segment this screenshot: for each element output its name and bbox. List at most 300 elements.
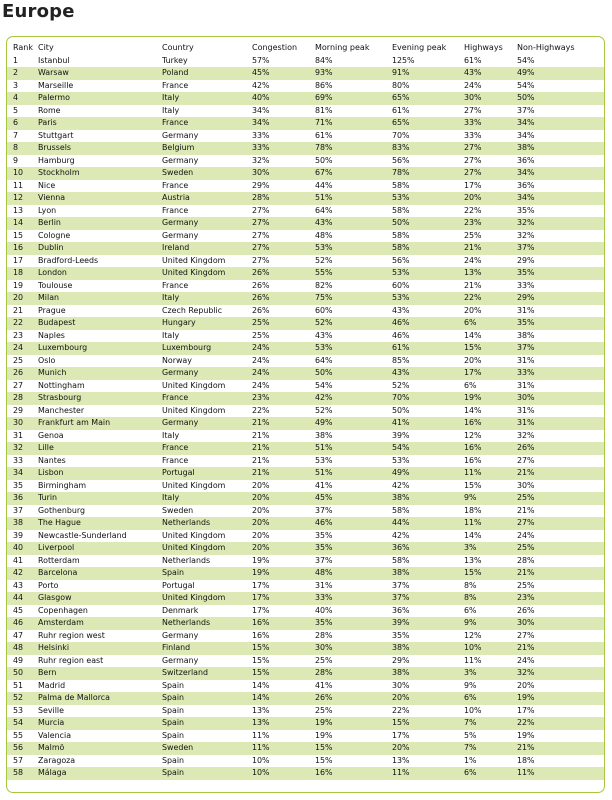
morning-peak-cell: 78% — [315, 142, 392, 155]
rank-cell: 34 — [7, 467, 38, 480]
city-cell: Palermo — [38, 92, 162, 105]
non-highways-cell: 27% — [517, 455, 535, 465]
country-cell: Finland — [162, 642, 252, 655]
non-highways-cell: 33% — [517, 367, 605, 380]
highways-cell: 21% — [464, 242, 517, 255]
morning-peak-cell: 25% — [315, 655, 333, 665]
non-highways-cell: 34% — [517, 192, 605, 205]
rank-cell: 54 — [7, 717, 38, 730]
city-cell: Gothenburg — [38, 505, 86, 515]
congestion-cell: 25% — [252, 317, 315, 330]
highways-cell: 3% — [464, 542, 517, 555]
congestion-cell: 26% — [252, 292, 315, 305]
rank-cell: 48 — [7, 642, 38, 655]
non-highways-cell: 19% — [517, 692, 605, 705]
morning-peak-cell: 60% — [315, 305, 333, 315]
congestion-cell: 34% — [252, 117, 315, 130]
evening-peak-cell: 52% — [392, 380, 410, 390]
morning-peak-cell: 26% — [315, 692, 392, 705]
page-title: Europe — [2, 1, 75, 22]
congestion-cell: 57% — [252, 55, 270, 65]
congestion-cell: 21% — [252, 467, 315, 480]
morning-peak-cell: 15% — [315, 742, 392, 755]
evening-peak-cell: 13% — [392, 755, 410, 765]
rank-cell: 24 — [7, 342, 38, 355]
congestion-cell: 24% — [252, 355, 270, 365]
city-cell: Paris — [38, 117, 162, 130]
non-highways-cell: 38% — [517, 142, 605, 155]
column-header-non-highways: Non-Highways — [517, 43, 575, 52]
country-cell: Switzerland — [162, 667, 252, 680]
congestion-cell: 34% — [252, 105, 270, 115]
morning-peak-cell: 35% — [315, 530, 333, 540]
evening-peak-cell: 38% — [392, 667, 464, 680]
congestion-cell: 20% — [252, 542, 315, 555]
rank-cell: 14 — [7, 217, 38, 230]
evening-peak-cell: 61% — [392, 342, 464, 355]
morning-peak-cell: 25% — [315, 705, 333, 715]
evening-peak-cell: 20% — [392, 692, 464, 705]
highways-cell: 20% — [464, 305, 482, 315]
congestion-cell: 21% — [252, 455, 270, 465]
rank-cell: 12 — [7, 192, 38, 205]
rank-cell: 45 — [13, 605, 24, 615]
congestion-cell: 15% — [252, 655, 270, 665]
highways-cell: 27% — [464, 142, 517, 155]
evening-peak-cell: 58% — [392, 242, 464, 255]
rank-cell: 37 — [13, 505, 24, 515]
table-row — [7, 130, 605, 143]
morning-peak-cell: 93% — [315, 67, 392, 80]
country-cell: Norway — [162, 355, 192, 365]
table-row — [7, 217, 605, 230]
evening-peak-cell: 58% — [392, 205, 410, 215]
congestion-cell: 29% — [252, 180, 270, 190]
non-highways-cell: 37% — [517, 105, 535, 115]
highways-cell: 13% — [464, 267, 517, 280]
morning-peak-cell: 82% — [315, 280, 333, 290]
rank-cell: 25 — [13, 355, 24, 365]
non-highways-cell: 30% — [517, 617, 605, 630]
evening-peak-cell: 56% — [392, 255, 410, 265]
congestion-cell: 27% — [252, 217, 315, 230]
congestion-cell: 22% — [252, 405, 270, 415]
country-cell: United Kingdom — [162, 380, 226, 390]
country-cell: Italy — [162, 430, 180, 440]
congestion-cell: 26% — [252, 280, 270, 290]
congestion-cell: 24% — [252, 342, 315, 355]
morning-peak-cell: 19% — [315, 717, 392, 730]
non-highways-cell: 29% — [517, 292, 605, 305]
highways-cell: 15% — [464, 567, 517, 580]
evening-peak-cell: 53% — [392, 292, 464, 305]
morning-peak-cell: 42% — [315, 392, 392, 405]
morning-peak-cell: 52% — [315, 255, 333, 265]
morning-peak-cell: 53% — [315, 342, 392, 355]
highways-cell: 11% — [464, 517, 517, 530]
table-row — [7, 92, 605, 105]
highways-cell: 27% — [464, 105, 482, 115]
evening-peak-cell: 70% — [392, 392, 464, 405]
rank-cell: 49 — [13, 655, 24, 665]
table-row — [7, 667, 605, 680]
morning-peak-cell: 44% — [315, 180, 333, 190]
column-header-rank: Rank — [13, 43, 33, 52]
evening-peak-cell: 85% — [392, 355, 410, 365]
non-highways-cell: 32% — [517, 230, 535, 240]
highways-cell: 61% — [464, 55, 482, 65]
table-row — [7, 655, 605, 668]
country-cell: Turkey — [162, 55, 188, 65]
city-cell: Lisbon — [38, 467, 162, 480]
non-highways-cell: 31% — [517, 380, 535, 390]
evening-peak-cell: 53% — [392, 192, 464, 205]
city-cell: Nantes — [38, 455, 66, 465]
highways-cell: 6% — [464, 380, 477, 390]
congestion-cell: 27% — [252, 242, 315, 255]
country-cell: Germany — [162, 130, 199, 140]
country-cell: France — [162, 117, 252, 130]
table-row — [7, 692, 605, 705]
highways-cell: 8% — [464, 580, 477, 590]
table-row — [7, 467, 605, 480]
congestion-cell: 28% — [252, 192, 315, 205]
highways-cell: 7% — [464, 717, 517, 730]
evening-peak-cell: 58% — [392, 555, 410, 565]
highways-cell: 22% — [464, 292, 517, 305]
country-cell: France — [162, 205, 189, 215]
city-cell: Bradford-Leeds — [38, 255, 99, 265]
highways-cell: 33% — [464, 130, 482, 140]
morning-peak-cell: 55% — [315, 267, 392, 280]
city-cell: Milan — [38, 292, 162, 305]
evening-peak-cell: 38% — [392, 642, 464, 655]
city-cell: Glasgow — [38, 592, 162, 605]
congestion-cell: 15% — [252, 642, 315, 655]
evening-peak-cell: 17% — [392, 730, 410, 740]
table-row — [7, 280, 605, 293]
rank-cell: 51 — [13, 680, 24, 690]
country-cell: Italy — [162, 330, 180, 340]
city-cell: Genoa — [38, 430, 64, 440]
morning-peak-cell: 75% — [315, 292, 392, 305]
country-cell: Germany — [162, 655, 199, 665]
table-row — [7, 330, 605, 343]
morning-peak-cell: 84% — [315, 55, 333, 65]
highways-cell: 11% — [464, 467, 517, 480]
city-cell: Frankfurt am Main — [38, 417, 162, 430]
rank-cell: 44 — [7, 592, 38, 605]
country-cell: Netherlands — [162, 617, 252, 630]
morning-peak-cell: 81% — [315, 105, 333, 115]
highways-cell: 15% — [464, 342, 517, 355]
highways-cell: 5% — [464, 730, 477, 740]
morning-peak-cell: 41% — [315, 680, 333, 690]
non-highways-cell: 33% — [517, 280, 535, 290]
highways-cell: 16% — [464, 455, 482, 465]
congestion-cell: 24% — [252, 367, 315, 380]
table-row — [7, 292, 605, 305]
country-cell: France — [162, 280, 189, 290]
country-cell: United Kingdom — [162, 480, 226, 490]
city-cell: Berlin — [38, 217, 162, 230]
non-highways-cell: 32% — [517, 430, 535, 440]
table-row — [7, 305, 605, 318]
congestion-cell: 17% — [252, 592, 315, 605]
rank-cell: 58 — [7, 767, 38, 780]
column-header-highways: Highways — [464, 43, 503, 52]
highways-cell: 11% — [464, 655, 482, 665]
congestion-cell: 17% — [252, 605, 270, 615]
country-cell: Italy — [162, 492, 252, 505]
country-cell: Spain — [162, 730, 185, 740]
evening-peak-cell: 49% — [392, 467, 464, 480]
morning-peak-cell: 71% — [315, 117, 392, 130]
rank-cell: 23 — [13, 330, 24, 340]
congestion-cell: 13% — [252, 705, 270, 715]
non-highways-cell: 22% — [517, 717, 605, 730]
highways-cell: 14% — [464, 530, 482, 540]
city-cell: Nice — [38, 180, 56, 190]
country-cell: Denmark — [162, 605, 199, 615]
highways-cell: 10% — [464, 642, 517, 655]
congestion-cell: 33% — [252, 130, 270, 140]
non-highways-cell: 26% — [517, 442, 605, 455]
congestion-cell: 20% — [252, 517, 315, 530]
morning-peak-cell: 19% — [315, 730, 333, 740]
city-cell: Ruhr region west — [38, 630, 105, 640]
table-row — [7, 167, 605, 180]
table-row — [7, 117, 605, 130]
congestion-cell: 33% — [252, 142, 315, 155]
rank-cell: 9 — [13, 155, 19, 165]
country-cell: Spain — [162, 680, 185, 690]
table-body — [7, 55, 605, 780]
congestion-cell: 27% — [252, 230, 270, 240]
table-row — [7, 517, 605, 530]
highways-cell: 24% — [464, 80, 482, 90]
city-cell: Dublin — [38, 242, 162, 255]
evening-peak-cell: 42% — [392, 530, 410, 540]
morning-peak-cell: 64% — [315, 355, 333, 365]
non-highways-cell: 35% — [517, 267, 605, 280]
table-row — [7, 380, 605, 393]
non-highways-cell: 21% — [517, 642, 605, 655]
rank-cell: 21 — [13, 305, 24, 315]
evening-peak-cell: 65% — [392, 117, 464, 130]
table-row — [7, 430, 605, 443]
congestion-cell: 42% — [252, 80, 270, 90]
congestion-cell: 27% — [252, 205, 270, 215]
morning-peak-cell: 41% — [315, 480, 333, 490]
rank-cell: 42 — [7, 567, 38, 580]
city-cell: Luxembourg — [38, 342, 162, 355]
country-cell: Poland — [162, 67, 252, 80]
morning-peak-cell: 52% — [315, 405, 333, 415]
rank-cell: 43 — [13, 580, 24, 590]
table-row — [7, 742, 605, 755]
highways-cell: 7% — [464, 742, 517, 755]
country-cell: Netherlands — [162, 555, 211, 565]
city-cell: Amsterdam — [38, 617, 162, 630]
rank-cell: 39 — [13, 530, 24, 540]
highways-cell: 8% — [464, 592, 517, 605]
evening-peak-cell: 60% — [392, 280, 410, 290]
evening-peak-cell: 80% — [392, 80, 410, 90]
congestion-cell: 20% — [252, 530, 270, 540]
evening-peak-cell: 56% — [392, 155, 410, 165]
rank-cell: 28 — [7, 392, 38, 405]
congestion-cell: 11% — [252, 730, 270, 740]
non-highways-cell: 21% — [517, 742, 605, 755]
rank-cell: 19 — [13, 280, 24, 290]
country-cell: France — [162, 455, 189, 465]
rank-cell: 8 — [7, 142, 38, 155]
non-highways-cell: 27% — [517, 630, 535, 640]
country-cell: United Kingdom — [162, 267, 252, 280]
evening-peak-cell: 38% — [392, 567, 464, 580]
non-highways-cell: 28% — [517, 555, 535, 565]
table-row — [7, 730, 605, 743]
highways-cell: 20% — [464, 192, 517, 205]
morning-peak-cell: 33% — [315, 592, 392, 605]
morning-peak-cell: 15% — [315, 755, 333, 765]
congestion-cell: 19% — [252, 567, 315, 580]
congestion-cell: 30% — [252, 167, 315, 180]
city-cell: Murcia — [38, 717, 162, 730]
highways-cell: 6% — [464, 692, 517, 705]
non-highways-cell: 31% — [517, 355, 535, 365]
city-cell: Budapest — [38, 317, 162, 330]
country-cell: Spain — [162, 692, 252, 705]
rank-cell: 50 — [7, 667, 38, 680]
rank-cell: 2 — [7, 67, 38, 80]
non-highways-cell: 34% — [517, 130, 535, 140]
non-highways-cell: 30% — [517, 392, 605, 405]
rank-cell: 31 — [13, 430, 24, 440]
table-row — [7, 567, 605, 580]
rank-cell: 35 — [13, 480, 24, 490]
country-cell: United Kingdom — [162, 542, 252, 555]
country-cell: France — [162, 80, 189, 90]
column-header-congestion: Congestion — [252, 43, 298, 52]
morning-peak-cell: 38% — [315, 430, 333, 440]
rank-cell: 20 — [7, 292, 38, 305]
congestion-cell: 45% — [252, 67, 315, 80]
congestion-cell: 15% — [252, 667, 315, 680]
table-row — [7, 705, 605, 718]
evening-peak-cell: 38% — [392, 492, 464, 505]
highways-cell: 6% — [464, 767, 517, 780]
highways-cell: 43% — [464, 67, 517, 80]
non-highways-cell: 49% — [517, 67, 605, 80]
morning-peak-cell: 51% — [315, 192, 392, 205]
highways-cell: 12% — [464, 630, 482, 640]
rank-cell: 33 — [13, 455, 24, 465]
rank-cell: 11 — [13, 180, 24, 190]
rank-cell: 16 — [7, 242, 38, 255]
evening-peak-cell: 50% — [392, 405, 410, 415]
city-cell: Bern — [38, 667, 162, 680]
table-row — [7, 480, 605, 493]
evening-peak-cell: 20% — [392, 742, 464, 755]
evening-peak-cell: 46% — [392, 317, 464, 330]
morning-peak-cell: 69% — [315, 92, 392, 105]
table-header-row — [7, 42, 605, 55]
table-row — [7, 505, 605, 518]
non-highways-cell: 30% — [517, 480, 535, 490]
rank-cell: 7 — [13, 130, 19, 140]
city-cell: Copenhagen — [38, 605, 88, 615]
non-highways-cell: 31% — [517, 405, 535, 415]
highways-cell: 16% — [464, 442, 517, 455]
table-row — [7, 155, 605, 168]
morning-peak-cell: 43% — [315, 330, 333, 340]
rank-cell: 1 — [13, 55, 19, 65]
evening-peak-cell: 44% — [392, 517, 464, 530]
congestion-cell: 27% — [252, 255, 270, 265]
non-highways-cell: 34% — [517, 167, 605, 180]
congestion-cell: 20% — [252, 492, 315, 505]
city-cell: Malmö — [38, 742, 162, 755]
rank-cell: 4 — [7, 92, 38, 105]
table-row — [7, 617, 605, 630]
congestion-cell: 26% — [252, 305, 270, 315]
evening-peak-cell: 43% — [392, 367, 464, 380]
evening-peak-cell: 37% — [392, 592, 464, 605]
rank-cell: 41 — [13, 555, 24, 565]
city-cell: Prague — [38, 305, 66, 315]
table-row — [7, 492, 605, 505]
highways-cell: 27% — [464, 155, 482, 165]
highways-cell: 25% — [464, 230, 482, 240]
table-row — [7, 455, 605, 468]
city-cell: Stuttgart — [38, 130, 74, 140]
morning-peak-cell: 54% — [315, 380, 333, 390]
city-cell: Málaga — [38, 767, 162, 780]
table-row — [7, 417, 605, 430]
city-cell: The Hague — [38, 517, 162, 530]
rank-cell: 5 — [13, 105, 19, 115]
city-cell: London — [38, 267, 162, 280]
evening-peak-cell: 53% — [392, 267, 464, 280]
table-row — [7, 442, 605, 455]
congestion-cell: 21% — [252, 417, 315, 430]
evening-peak-cell: 83% — [392, 142, 464, 155]
column-header-country: Country — [162, 43, 194, 52]
country-cell: Sweden — [162, 505, 194, 515]
country-cell: United Kingdom — [162, 405, 226, 415]
non-highways-cell: 50% — [517, 92, 605, 105]
non-highways-cell: 35% — [517, 317, 605, 330]
congestion-cell: 14% — [252, 680, 270, 690]
rank-cell: 56 — [7, 742, 38, 755]
table-row — [7, 642, 605, 655]
morning-peak-cell: 67% — [315, 167, 392, 180]
highways-cell: 9% — [464, 680, 477, 690]
country-cell: United Kingdom — [162, 592, 252, 605]
city-cell: Istanbul — [38, 55, 70, 65]
country-cell: Portugal — [162, 467, 252, 480]
city-cell: Valencia — [38, 730, 72, 740]
evening-peak-cell: 58% — [392, 230, 410, 240]
evening-peak-cell: 29% — [392, 655, 410, 665]
country-cell: Spain — [162, 705, 185, 715]
rank-cell: 36 — [7, 492, 38, 505]
evening-peak-cell: 58% — [392, 180, 410, 190]
table-row — [7, 230, 605, 243]
non-highways-cell: 32% — [517, 667, 605, 680]
